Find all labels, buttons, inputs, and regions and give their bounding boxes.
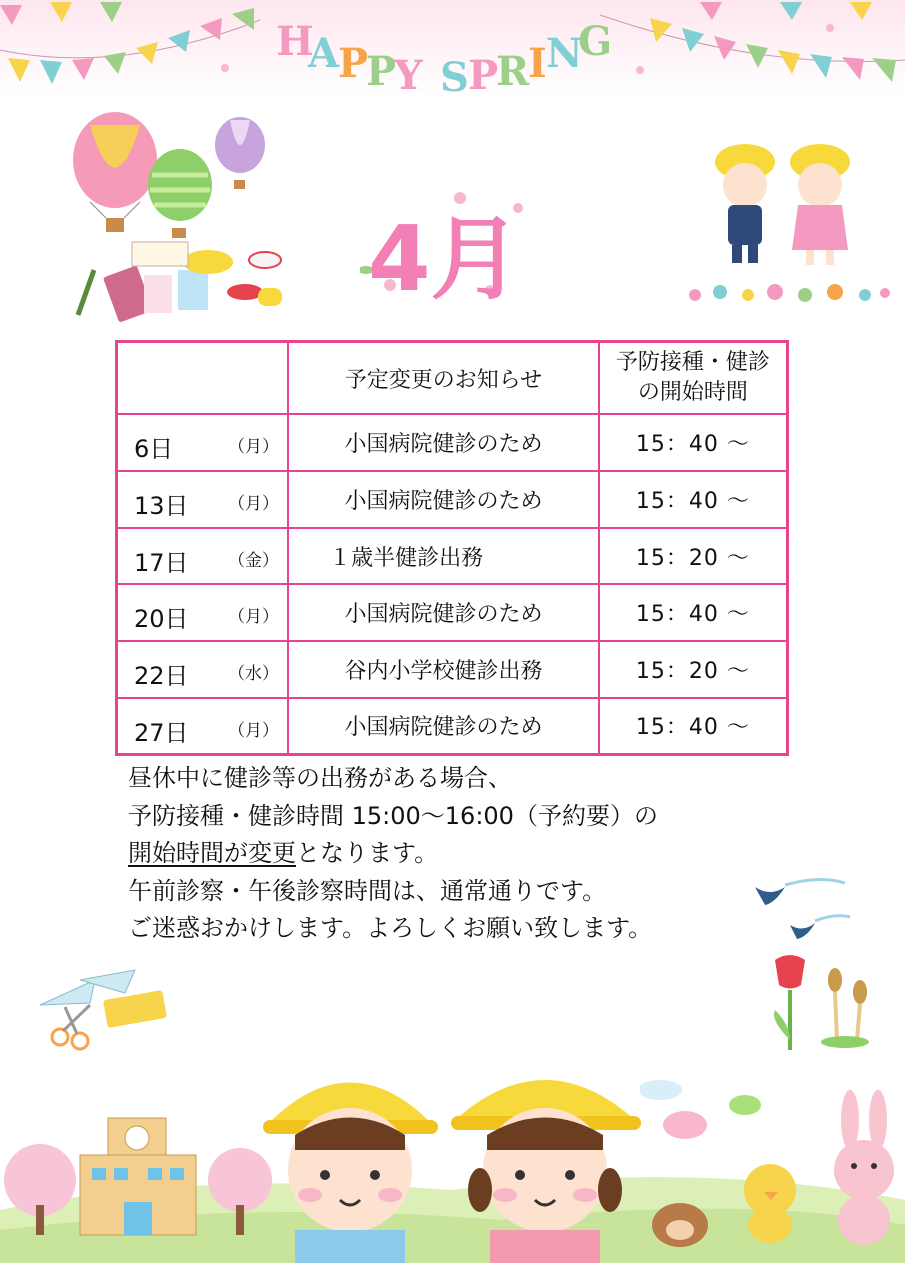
note-line: ご迷惑おかけします。よろしくお願い致します。 — [128, 914, 653, 942]
month-label: 4月 — [368, 207, 521, 312]
title-letter: A — [308, 30, 340, 77]
reason-cell: 小国病院健診のため — [288, 584, 599, 641]
rabbit-icon — [640, 1080, 900, 1250]
title-letter: P — [366, 48, 397, 95]
day-weekday: （金） — [228, 550, 279, 571]
reason-cell: 小国病院健診のため — [288, 471, 599, 528]
day-weekday: （水） — [228, 664, 279, 685]
reason-cell: 小国病院健診のため — [288, 698, 599, 755]
table-row — [117, 528, 788, 585]
time-cell: 15：40 ～ — [599, 584, 788, 641]
day-weekday: （月） — [228, 437, 279, 458]
day-cell — [117, 584, 289, 641]
day-cell — [117, 414, 289, 471]
day-number: 22日 — [134, 662, 189, 691]
header-time-line1: 予防接種・健診 — [615, 350, 770, 376]
day-number: 6日 — [134, 435, 174, 464]
tulip-icon — [765, 950, 885, 1060]
day-cell — [117, 528, 289, 585]
happy-spring-title — [270, 12, 650, 102]
header-blank-cell — [117, 342, 289, 415]
table-header-row — [117, 342, 788, 415]
swallow-icon — [745, 875, 855, 945]
header-time-line2: の開始時間 — [637, 380, 748, 406]
day-number: 27日 — [134, 718, 189, 747]
time-cell: 15：20 ～ — [599, 528, 788, 585]
time-cell: 15：20 ～ — [599, 641, 788, 698]
day-number: 13日 — [134, 492, 189, 521]
note-text: となります。 — [296, 839, 439, 867]
header-time-cell — [599, 342, 788, 415]
note-line: 予防接種・健診時間 15:00～16:00（予約要）の — [128, 801, 658, 830]
table-row — [117, 471, 788, 528]
title-letter: N — [546, 30, 583, 77]
day-weekday: （月） — [228, 607, 279, 628]
time-cell: 15：40 ～ — [599, 698, 788, 755]
reason-cell: 小国病院健診のため — [288, 414, 599, 471]
time-cell: 15：40 ～ — [599, 471, 788, 528]
day-weekday: （月） — [228, 494, 279, 515]
title-letter: Y — [394, 52, 423, 99]
title-letter: I — [528, 40, 547, 87]
day-cell — [117, 641, 289, 698]
school-kids-icon — [680, 140, 895, 310]
month-heading — [360, 180, 540, 312]
table-row — [117, 641, 788, 698]
day-cell — [117, 698, 289, 755]
schedule-table — [115, 340, 789, 756]
title-letter: S — [440, 54, 469, 101]
note-underlined-text: 開始時間が変更 — [128, 839, 296, 867]
stationery-icon — [35, 965, 175, 1055]
table-row — [117, 414, 788, 471]
title-letter: P — [468, 52, 499, 99]
title-letter: H — [276, 18, 314, 65]
day-number: 17日 — [134, 548, 189, 577]
note-line — [128, 835, 828, 873]
header-notice-cell: 予定変更のお知らせ — [288, 342, 599, 415]
table-row — [117, 584, 788, 641]
reason-cell: １歳半健診出務 — [288, 528, 599, 585]
reason-cell: 谷内小学校健診出務 — [288, 641, 599, 698]
notice-notes — [128, 760, 828, 948]
children-in-helmets-icon — [255, 1040, 645, 1263]
day-number: 20日 — [134, 605, 189, 634]
title-letter: P — [338, 40, 369, 87]
hot-air-balloon-icon — [60, 110, 290, 330]
title-letter: R — [496, 48, 530, 95]
school-building-icon — [0, 1110, 275, 1240]
time-cell: 15：40 ～ — [599, 414, 788, 471]
day-weekday: （月） — [228, 720, 279, 741]
note-line: 午前診察・午後診察時間は、通常通りです。 — [128, 876, 607, 905]
day-cell — [117, 471, 289, 528]
title-letter: G — [578, 18, 613, 65]
table-row — [117, 698, 788, 755]
note-line: 昼休中に健診等の出務がある場合、 — [128, 764, 512, 792]
